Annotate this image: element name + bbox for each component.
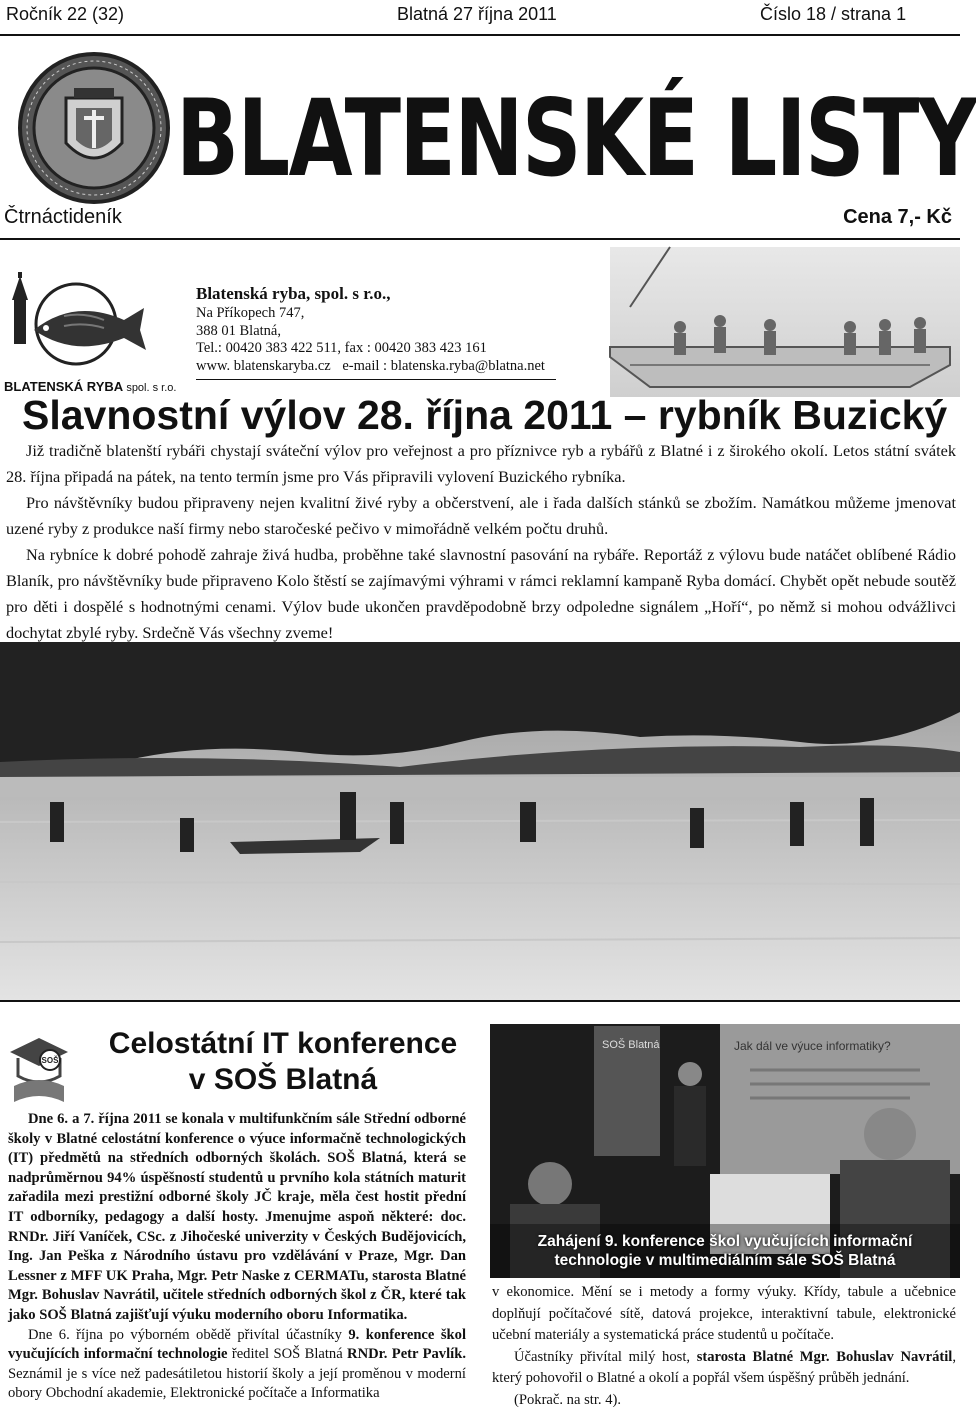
caption-line1: Zahájení 9. konference škol vyučujících informační xyxy=(537,1233,913,1250)
p2-conf-name: 9. konference škol vyučujících informační technologie xyxy=(8,1326,466,1363)
p2-director: RNDr. Petr Pavlík. xyxy=(347,1346,466,1363)
ad-line1: Na Příkopech 747, xyxy=(196,305,305,321)
ad-web-link[interactable]: www. blatenskaryba.cz xyxy=(196,357,331,374)
r2-text-c: , který pohovořil o Blatné a okolí a popřál všem úspěšný průběh jednání. xyxy=(492,1348,957,1387)
article1-paragraph-1: Již tradičně blatenští rybáři chystají sváteční výlov pro veřejnost a pro příznivce ryb a rybářů z Blatné i z širokého okolí. Letos státní svátek 28. října připadá na pátek, na tento termín jsme pro Vás připravili vylovení Buzického rybníka. xyxy=(6,441,956,486)
slide-brand: SOŠ Blatná xyxy=(602,1039,660,1051)
article2-left-paragraph-1: Dne 6. a 7. října 2011 se konala v multifunkčním sále Střední odborné školy v Blatné celostátní konference o výuce informačně technologických (IT) předmětů na středních odborných školách. SOŠ Blatná, která se nadprůměrnou 94% úspěšností studentů u prvního kola státních maturit zařadila mezi prestižní odborné školy JČ kraje, měla čest hostit přední IT odborníky, pedagogy a další hosty. Jmenujme aspoň některé: doc. RNDr. Jiří Vaníček, CSc. z Jihočeské univerzity v Českých Budějovicích, Ing. Jan Peška z Národního ústavu pro vzdělávání v Praze, Mgr. Dan Lessner z MFF UK Praha, Mgr. Petr Naske z CERMATu, starosta Blatné Mgr. Bohuslav Navrátil, učitele středních odborných škol z ČR, které tak jako SOŠ Blatná zajišťují výuku moderního oboru Informatika. xyxy=(8,1111,466,1323)
masthead-title: BLATENSKÉ LISTY xyxy=(176,77,976,200)
town-seal-icon xyxy=(14,48,174,208)
issue-label: Číslo 18 / strana 1 xyxy=(760,4,907,24)
p2-text-c: ředitel SOŠ Blatná xyxy=(227,1346,348,1363)
school-logo-text: SOŠ xyxy=(41,1056,59,1065)
article2-left-paragraph-2 xyxy=(8,1326,466,1404)
fish-logo-suffix: spol. s r.o. xyxy=(126,382,177,394)
ad-underline xyxy=(196,379,556,380)
volume-label: Ročník 22 (32) xyxy=(6,4,125,24)
ad-line3: Tel.: 00420 383 422 511, fax : 00420 383 423 161 xyxy=(196,340,487,356)
article1-headline: Slavnostní výlov 28. října 2011 – rybník Buzický xyxy=(22,392,948,438)
article2-right-column xyxy=(492,1282,956,1412)
school-logo-icon xyxy=(4,1032,74,1112)
p2-text-a: Dne 6. října po výborném obědě přivítal účastníky xyxy=(28,1326,349,1343)
masthead-rule xyxy=(0,238,960,240)
article2-headline-line1: Celostátní IT konference xyxy=(108,1027,458,1060)
article1-body xyxy=(6,438,956,646)
p2-text-e: Seznámil je s více než padesátiletou historií školy a její proměnou v moderní obory Obchodní akademie, Elektronické počítače a Informatika xyxy=(8,1365,466,1402)
foggy-fishing-photo xyxy=(610,247,960,397)
ad-email-link[interactable]: e-mail : blatenska.ryba@blatna.net xyxy=(342,357,545,374)
article1-paragraph-2: Pro návštěvníky budou připraveny nejen kvalitní živé ryby a občerstvení, ale i řada dalších stánků se zbožím. Namátkou můžeme jmenovat uzené ryby z produkce naší firmy nebo staročeské pečivo v mimořádně velkém počtu druhů. xyxy=(6,493,956,538)
date-label: Blatná 27 října 2011 xyxy=(397,4,557,24)
conference-photo-caption xyxy=(490,1232,960,1270)
article1-paragraph-3: Na rybníce k dobré pohodě zahraje živá hudba, proběhne také slavnostní pasování na rybáře. Reportáž z výlovu bude natáčet oblíbené Rádio Blaník, pro návštěvníky bude připraveno Kolo štěstí se zajímavými výhrami v rámci reklamní kampaně Ryba domácí. Chybět opět nebude soutěž pro děti i dospělé s hodnotnými cenami. Výlov bude ukončen pravděpodobně brzy odpoledne signálem „Hoří“, po němž si mohou odvážlivci dochytat zbylé ryby. Srdečně Vás všechny zveme! xyxy=(6,545,956,642)
frequency-label: Čtrnáctideník xyxy=(4,206,122,228)
top-rule xyxy=(0,34,960,36)
r2-text-a: Účastníky přivítal milý host, xyxy=(514,1348,697,1365)
article2-right-paragraph-2 xyxy=(492,1347,956,1390)
fish-logo-icon xyxy=(4,268,180,376)
ad-line2: 388 01 Blatná, xyxy=(196,322,281,339)
lake-fishing-photo xyxy=(0,642,960,1002)
price-label: Cena 7,- Kč xyxy=(843,206,952,228)
r2-mayor: starosta Blatné Mgr. Bohuslav Navrátil xyxy=(696,1348,953,1365)
conference-photo xyxy=(490,1024,960,1278)
article2-headline xyxy=(80,1026,486,1098)
ad-address xyxy=(196,305,545,375)
photo-bottom-rule xyxy=(0,1000,960,1002)
article2-right-paragraph-1: v ekonomice. Mění se i metody a formy výuky. Křídy, tabule a učebnice doplňují počítačové sítě, datová projekce, interaktivní tabule, elektronické učební materiály a systematická práce studentů u počítače. xyxy=(492,1284,956,1344)
article2-continued: (Pokrač. na str. 4). xyxy=(514,1391,621,1408)
fish-logo-brand: BLATENSKÁ RYBA xyxy=(4,379,123,394)
article2-left-column xyxy=(8,1110,466,1404)
ad-company: Blatenská ryba, spol. s r.o., xyxy=(196,284,391,303)
caption-line2: technologie v multimediálním sále SOŠ Blatná xyxy=(554,1252,896,1269)
slide-title: Jak dál ve výuce informatiky? xyxy=(734,1039,891,1053)
article2-headline-line2: v SOŠ Blatná xyxy=(188,1063,378,1096)
